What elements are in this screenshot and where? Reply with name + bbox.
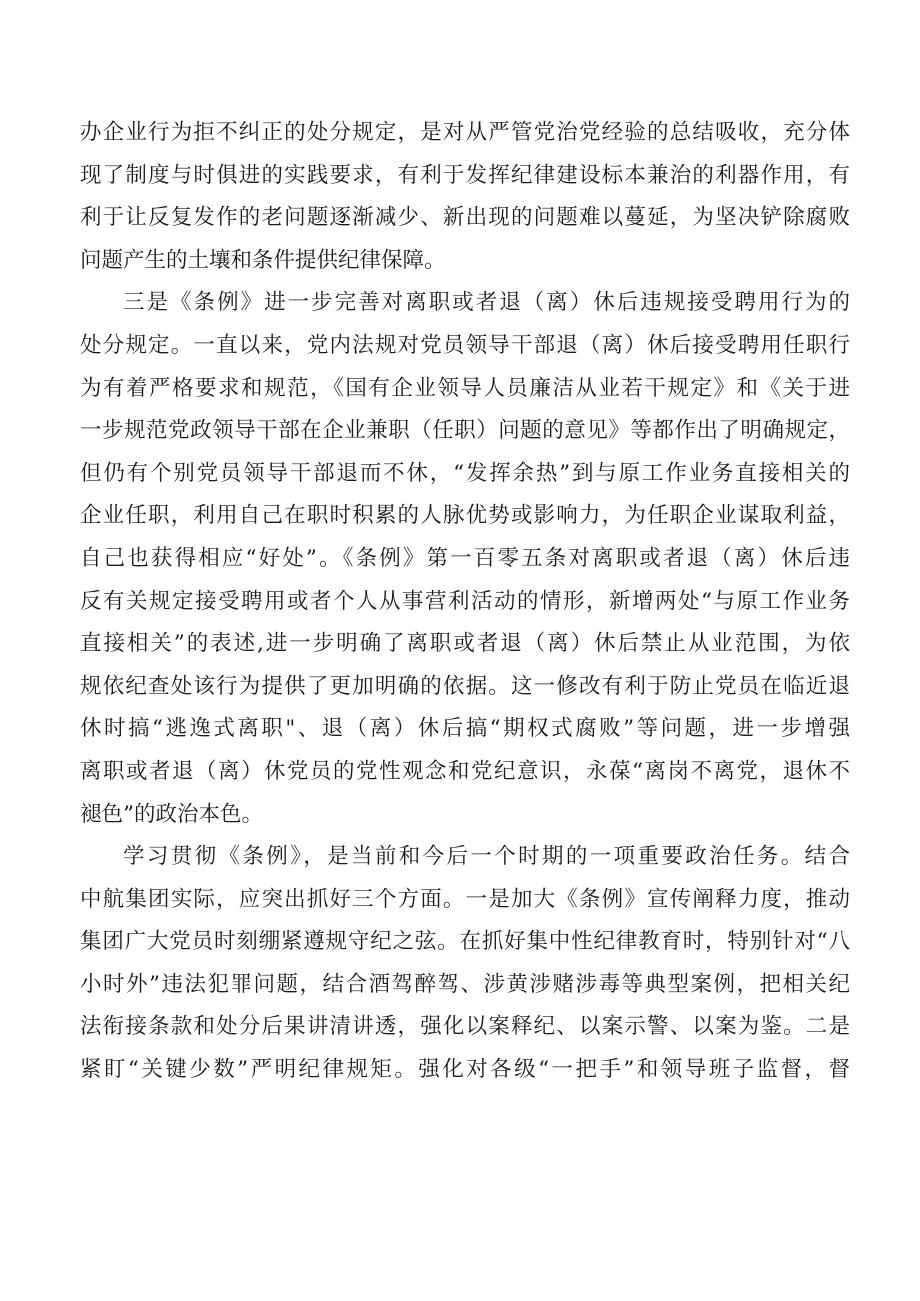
- text-line: 集团广大党员时刻绷紧遵规守纪之弦。在抓好集中性纪律教育时，特别针对“八: [80, 929, 850, 955]
- text-line: 企业任职，利用自己在职时积累的人脉优势或影响力，为任职企业谋取利益，: [80, 503, 850, 529]
- text-line: 紧盯“关键少数”严明纪律规矩。强化对各级“一把手”和领导班子监督，督: [80, 1057, 850, 1083]
- text-line: 法衔接条款和处分后果讲清讲透，强化以案释纪、以案示警、以案为鉴。二是: [80, 1014, 850, 1040]
- text-line: 一步规范党政领导干部在企业兼职（任职）问题的意见》等都作出了明确规定，: [80, 418, 850, 444]
- paragraph-2: [80, 282, 850, 836]
- paragraph-3: [80, 836, 850, 1092]
- text-line: 反有关规定接受聘用或者个人从事营利活动的情形，新增两处“与原工作业务: [80, 588, 850, 614]
- text-line: 褪色”的政治本色。: [80, 801, 263, 827]
- text-line: 办企业行为拒不纠正的处分规定，是对从严管党治党经验的总结吸收，充分体: [80, 120, 850, 145]
- text-line: 三是《条例》进一步完善对离职或者退（离）休后违规接受聘用行为的: [123, 290, 850, 316]
- text-line: 规依纪查处该行为提供了更加明确的依据。这一修改有利于防止党员在临近退: [80, 673, 850, 699]
- text-line: 现了制度与时俱进的实践要求，有利于发挥纪律建设标本兼治的利器作用，有: [80, 162, 850, 188]
- text-line: 为有着严格要求和规范，《国有企业领导人员廉洁从业若干规定》和《关于进: [80, 375, 850, 401]
- text-line: 学习贯彻《条例》，是当前和今后一个时期的一项重要政治任务。结合: [123, 844, 850, 870]
- paragraph-1: [80, 112, 850, 282]
- text-line: 中航集团实际，应突出抓好三个方面。一是加大《条例》宣传阐释力度，推动: [80, 886, 850, 912]
- text-line: 问题产生的土壤和条件提供纪律保障。: [80, 247, 446, 273]
- text-line: 自己也获得相应“好处”。《条例》第一百零五条对离职或者退（离）休后违: [80, 545, 850, 571]
- text-line: 但仍有个别党员领导干部退而不休，“发挥余热”到与原工作业务直接相关的: [80, 460, 850, 486]
- text-line: 休时搞“逃逸式离职"、退（离）休后搞“期权式腐败”等问题，进一步增强: [80, 716, 850, 742]
- text-line: 处分规定。一直以来，党内法规对党员领导干部退（离）休后接受聘用任职行: [80, 332, 850, 358]
- text-line: 直接相关”的表述,进一步明确了离职或者退（离）休后禁止从业范围，为依: [80, 631, 850, 657]
- text-line: 离职或者退（离）休党员的党性观念和党纪意识，永葆“离岗不离党，退休不: [80, 758, 850, 784]
- document-body: [80, 112, 850, 1092]
- text-line: 利于让反复发作的老问题逐渐减少、新出现的问题难以蔓延，为坚决铲除腐败: [80, 205, 850, 231]
- text-line: 小时外”违法犯罪问题，结合酒驾醉驾、涉黄涉赌涉毒等典型案例，把相关纪: [80, 971, 850, 997]
